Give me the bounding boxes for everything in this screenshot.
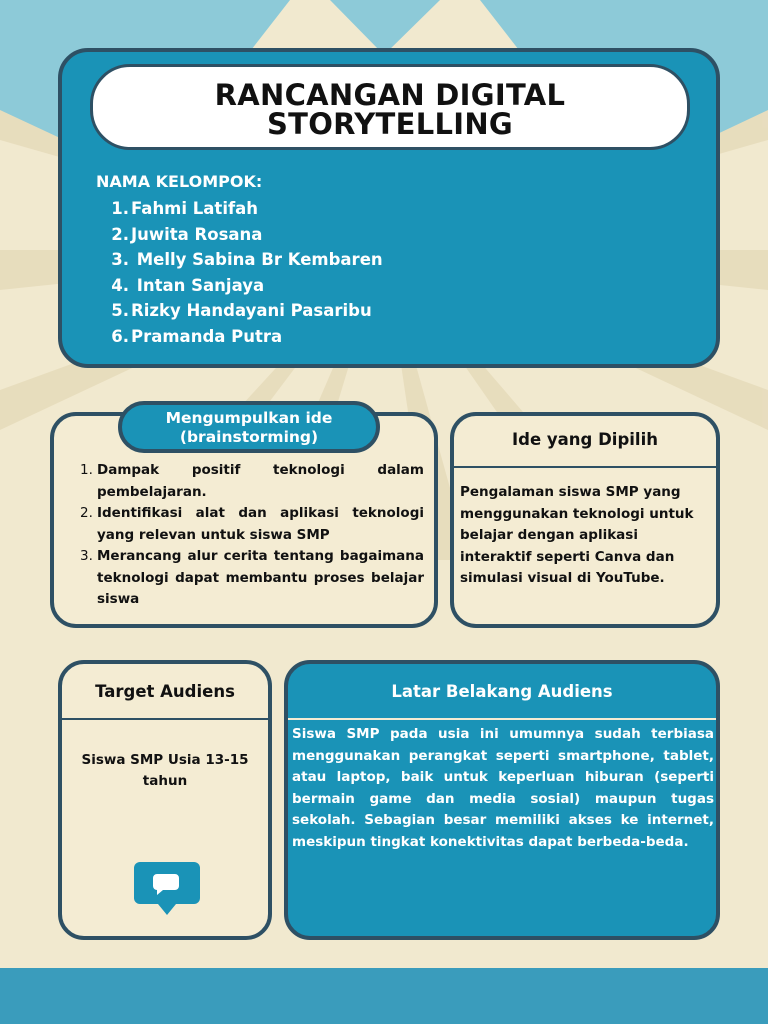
brainstorm-card <box>50 409 438 628</box>
brainstorm-list <box>80 460 424 611</box>
page-title-line-1: RANCANGAN DIGITAL <box>214 78 566 112</box>
chosen-idea-card <box>450 412 720 628</box>
member-name: Melly Sabina Br Kembaren <box>131 250 383 270</box>
brainstorm-item-number: 1. <box>80 462 93 478</box>
brainstorm-item <box>80 546 424 611</box>
members-list <box>106 196 383 350</box>
brainstorm-item-text: Identifikasi alat dan aplikasi teknologi yang relevan untuk siswa SMP <box>97 505 424 543</box>
member-name: Pramanda Putra <box>131 326 283 346</box>
chosen-idea-text: Pengalaman siswa SMP yang menggunakan teknologi untuk belajar dengan aplikasi interaktif seperti Canva dan simulasi visual di YouTube. <box>460 484 694 586</box>
brainstorm-title-line-2: (brainstorming) <box>179 428 319 446</box>
member-number: 2. <box>111 224 129 244</box>
title-banner <box>90 64 690 150</box>
footer-band <box>0 968 768 1024</box>
member-name: Juwita Rosana <box>131 224 263 244</box>
brainstorm-item-text: Dampak positif teknologi dalam pembelajaran. <box>97 462 424 500</box>
target-audience-card <box>58 660 272 940</box>
audience-background-text: Siswa SMP pada usia ini umumnya sudah terbiasa menggunakan perangkat seperti smartphone, tablet, atau laptop, baik untuk keperluan hiburan (seperti bermain game dan media sosial) maupun tugas sekolah. Sebagian besar memiliki akses ke internet, meskipun tingkat konektivitas dapat berbeda-beda. <box>292 726 714 850</box>
member-number: 3. <box>111 250 129 270</box>
audience-background-card <box>284 660 720 940</box>
divider <box>454 466 716 468</box>
member-name: Intan Sanjaya <box>131 275 265 295</box>
member-number: 5. <box>111 301 129 321</box>
brainstorm-item-text: Merancang alur cerita tentang bagaimana teknologi dapat membantu proses belajar siswa <box>97 548 424 607</box>
divider <box>62 718 268 720</box>
member-item <box>106 196 383 222</box>
brainstorm-item <box>80 503 424 546</box>
member-item <box>106 247 383 273</box>
brainstorm-title <box>118 401 380 453</box>
member-name: Rizky Handayani Pasaribu <box>131 301 372 321</box>
member-item <box>106 222 383 248</box>
audience-background-title: Latar Belakang Audiens <box>391 682 613 701</box>
member-item <box>106 298 383 324</box>
target-audience-title: Target Audiens <box>95 682 235 701</box>
brainstorm-item <box>80 460 424 503</box>
member-number: 1. <box>111 199 129 218</box>
member-number: 4. <box>111 275 129 295</box>
header-card <box>58 48 720 368</box>
brainstorm-title-line-1: Mengumpulkan ide <box>165 409 333 427</box>
chat-bubble-icon <box>132 860 202 918</box>
member-number: 6. <box>111 326 129 346</box>
member-item <box>106 324 383 350</box>
brainstorm-item-number: 3. <box>80 548 93 564</box>
divider <box>288 718 716 720</box>
page-title-line-2: STORYTELLING <box>266 107 514 141</box>
chosen-idea-title: Ide yang Dipilih <box>512 430 658 449</box>
target-audience-text: Siswa SMP Usia 13-15 tahun <box>81 752 249 789</box>
members-heading: NAMA KELOMPOK: <box>96 172 263 191</box>
brainstorm-item-number: 2. <box>80 505 93 521</box>
member-item <box>106 273 383 299</box>
member-name: Fahmi Latifah <box>131 199 259 218</box>
